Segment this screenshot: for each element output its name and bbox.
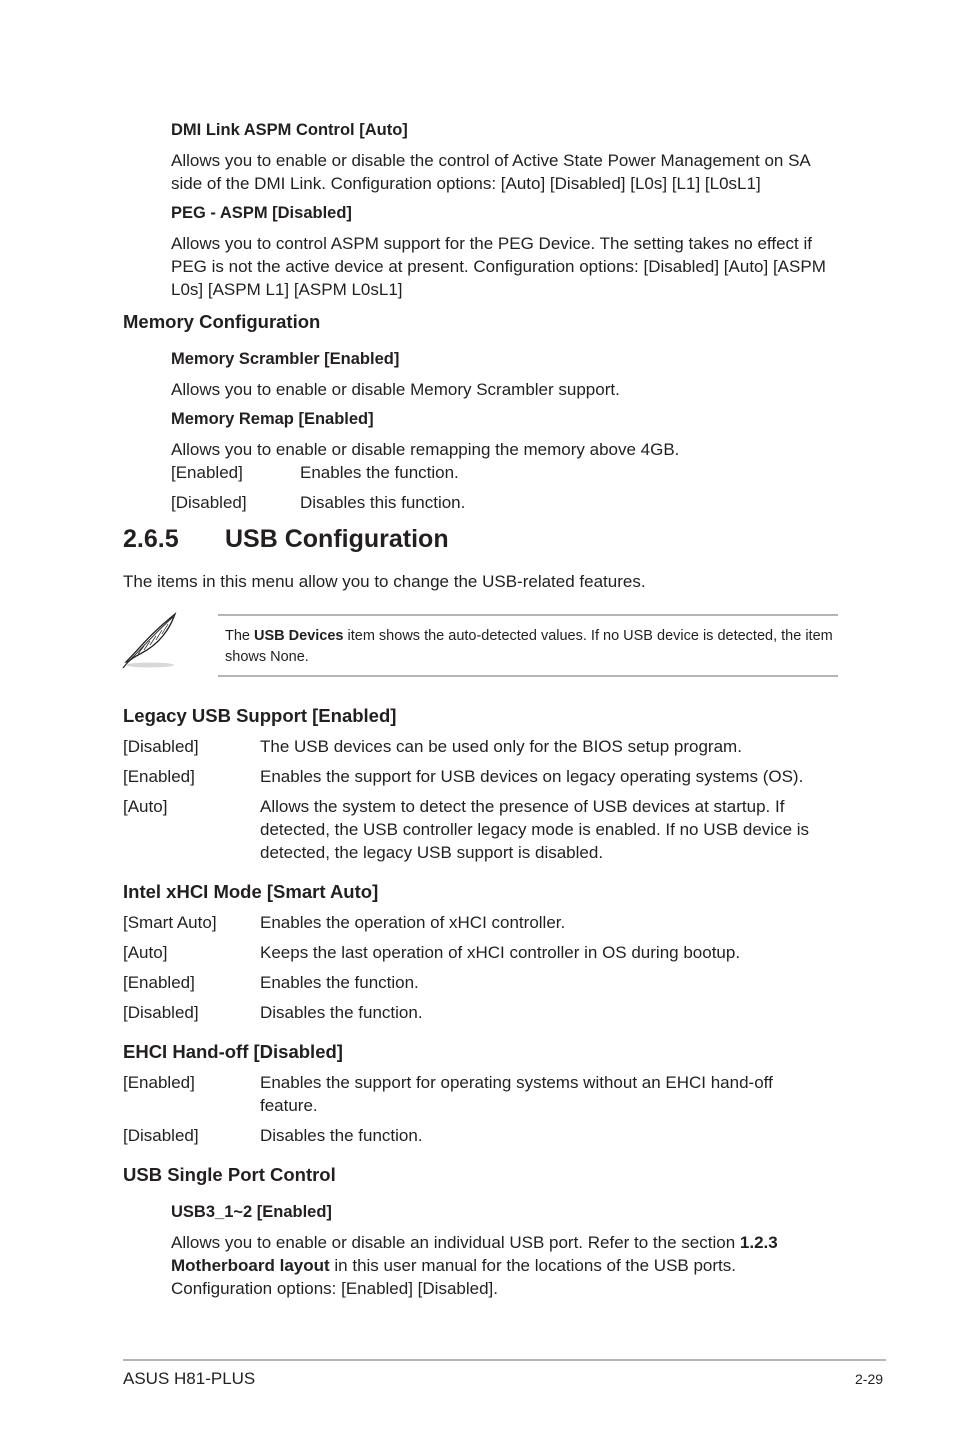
usb3-port-heading: USB3_1~2 [Enabled] <box>171 1203 332 1221</box>
option-label: [Enabled] <box>123 767 195 786</box>
option-description: Disables this function. <box>300 493 466 512</box>
feather-pen-icon <box>120 610 182 670</box>
option-description: Allows the system to detect the presence of USB devices at startup. If detected, the USB controller legacy mode is enabled. If no USB device is detected, the legacy USB support is disabled. <box>260 797 810 862</box>
note-text <box>225 626 837 667</box>
section-title: USB Configuration <box>225 525 449 553</box>
option-description: Enables the function. <box>260 973 419 992</box>
usb3-port-reference: 1.2.3 Motherboard layout <box>171 1233 778 1275</box>
option-description: The USB devices can be used only for the BIOS setup program. <box>260 737 742 756</box>
option-description: Disables the function. <box>260 1126 423 1145</box>
xhci-mode-heading: Intel xHCI Mode [Smart Auto] <box>123 881 379 902</box>
option-description: Keeps the last operation of xHCI controller in OS during bootup. <box>260 943 741 962</box>
note-prefix: The <box>225 628 255 644</box>
note-suffix: item shows the auto-detected values. If no USB device is detected, the item shows None. <box>225 628 833 665</box>
option-label: [Disabled] <box>123 1126 199 1145</box>
memory-remap-description: Allows you to enable or disable remapping the memory above 4GB. <box>171 440 680 459</box>
peg-aspm-description: Allows you to control ASPM support for the PEG Device. The setting takes no effect if PEG is not the active device at present. Configuration options: [Disabled] [Auto] [ASPM L0s] [ASPM L1] [ASPM L0sL1] <box>171 234 826 299</box>
section-intro: The items in this menu allow you to change the USB-related features. <box>123 572 646 591</box>
memory-scrambler-heading: Memory Scrambler [Enabled] <box>171 350 400 368</box>
usb3-port-text-end: in this user manual for the locations of the USB ports. Configuration options: [Enabled] [Disabled]. <box>171 1256 736 1298</box>
memory-scrambler-description: Allows you to enable or disable Memory Scrambler support. <box>171 380 620 399</box>
peg-aspm-heading: PEG - ASPM [Disabled] <box>171 204 352 222</box>
option-description: Enables the function. <box>300 463 459 482</box>
option-description: Enables the support for operating systems without an EHCI hand-off feature. <box>260 1073 773 1115</box>
option-label: [Auto] <box>123 943 168 962</box>
footer-rule <box>123 1359 886 1361</box>
memory-configuration-heading: Memory Configuration <box>123 311 321 332</box>
option-label: [Smart Auto] <box>123 913 217 932</box>
option-label: [Auto] <box>123 797 168 816</box>
option-label: [Enabled] <box>171 463 243 482</box>
note-top-rule <box>218 614 838 616</box>
usb3-port-text: Allows you to enable or disable an individual USB port. Refer to the section <box>171 1233 740 1252</box>
usb-single-port-heading: USB Single Port Control <box>123 1164 336 1185</box>
option-label: [Enabled] <box>123 1073 195 1092</box>
legacy-usb-heading: Legacy USB Support [Enabled] <box>123 705 397 726</box>
note-bold: USB Devices <box>254 628 344 644</box>
footer-page-number: 2-29 <box>855 1371 884 1387</box>
dmi-link-description: Allows you to enable or disable the control of Active State Power Management on SA side of the DMI Link. Configuration options: [Auto] [Disabled] [L0s] [L1] [L0sL1] <box>171 151 810 193</box>
section-number: 2.6.5 <box>123 525 179 553</box>
usb3-port-description <box>171 1231 826 1300</box>
option-label: [Disabled] <box>123 737 199 756</box>
footer-product-name: ASUS H81-PLUS <box>123 1369 256 1388</box>
ehci-handoff-heading: EHCI Hand-off [Disabled] <box>123 1041 343 1062</box>
dmi-link-heading: DMI Link ASPM Control [Auto] <box>171 121 408 139</box>
option-label: [Enabled] <box>123 973 195 992</box>
option-label: [Disabled] <box>123 1003 199 1022</box>
option-description: Enables the support for USB devices on legacy operating systems (OS). <box>260 767 804 786</box>
option-description: Disables the function. <box>260 1003 423 1022</box>
memory-remap-heading: Memory Remap [Enabled] <box>171 410 374 428</box>
option-label: [Disabled] <box>171 493 247 512</box>
note-bottom-rule <box>218 675 838 677</box>
option-description: Enables the operation of xHCI controller. <box>260 913 566 932</box>
